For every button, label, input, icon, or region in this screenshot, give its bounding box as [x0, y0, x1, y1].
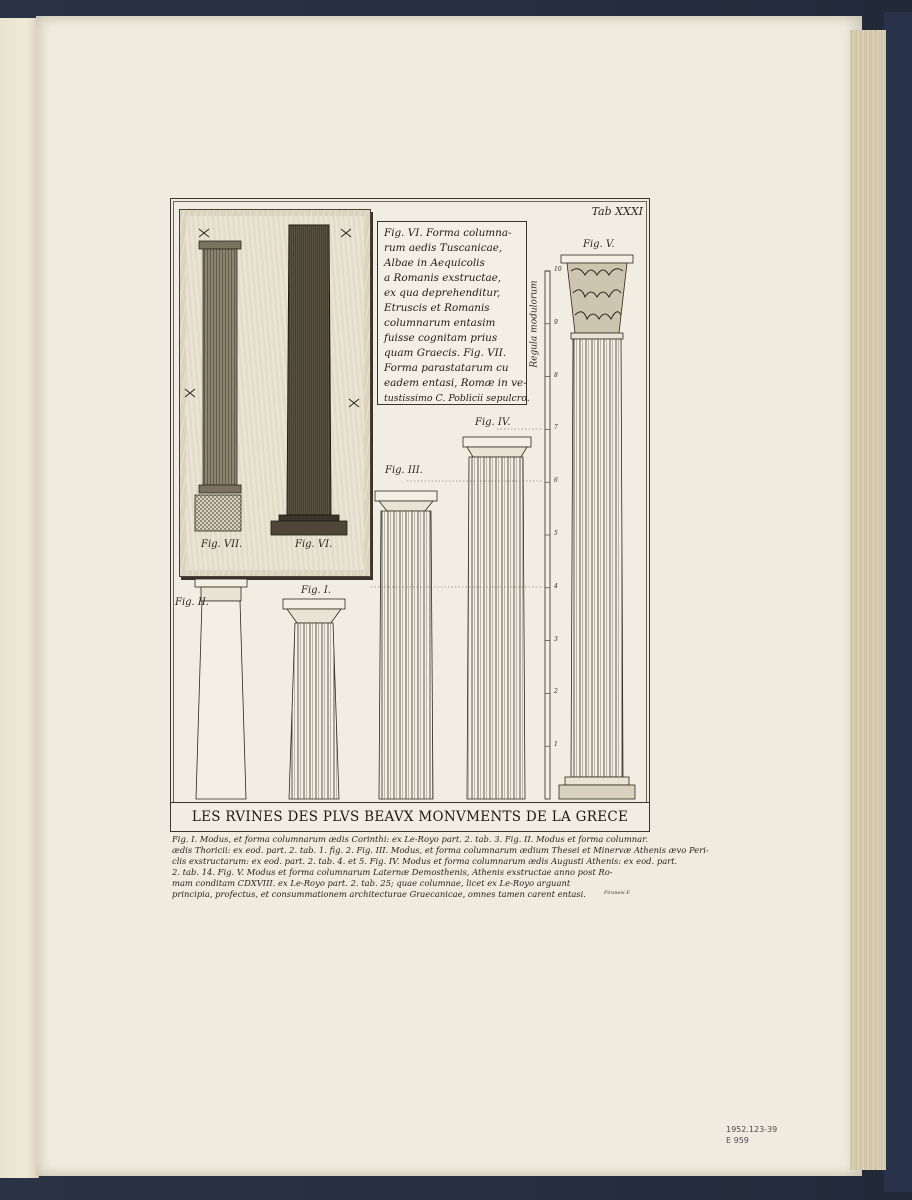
- scale-tick-label: 10: [554, 266, 562, 273]
- page-stack-edges: [850, 30, 888, 1170]
- fig5-label: Fig. V.: [583, 239, 615, 250]
- text-line: Fig. VI. Forma columna-: [384, 227, 512, 239]
- caption-line: clis exstructarum: ex eod. part. 2. tab. 4. et 5. Fig. IV. Modus et forma columnarum ædis Augusti Athenis: ex eod. part.: [172, 856, 678, 866]
- text-line: Albae in Aequicolis: [384, 257, 485, 269]
- scale-tick-label: 3: [554, 635, 558, 643]
- fig1-column: [283, 599, 345, 799]
- text-line: eadem entasi, Romæ in ve-: [384, 377, 527, 389]
- accession-number: [726, 1124, 777, 1146]
- text-line: Etruscis et Romanis: [384, 302, 490, 314]
- fig4-label: Fig. IV.: [475, 417, 511, 428]
- text-line: Forma parastatarum cu: [384, 362, 509, 374]
- engraver-signature: Piranesi F.: [604, 890, 631, 896]
- fig2-column: [195, 579, 247, 799]
- fig7-pilaster: [195, 241, 241, 531]
- fig6-column: [271, 225, 347, 535]
- scale-tick-label: 9: [554, 318, 558, 326]
- scale-tick-label: 8: [554, 371, 558, 379]
- text-line: quam Graecis. Fig. VII.: [384, 347, 507, 359]
- fig6-label: Fig. VI.: [295, 539, 333, 550]
- scale-tick-label: 7: [554, 424, 558, 432]
- text-line: ex qua deprehenditur,: [384, 287, 501, 299]
- scale-tick-label: 4: [554, 582, 558, 590]
- caption-line: ædis Thoricii: ex eod. part. 2. tab. 1. fig. 2. Fig. III. Modus, et forma columnarum ædium Thesei et Minervæ Athenis ævo Peri-: [172, 845, 709, 855]
- fig3-label: Fig. III.: [385, 465, 423, 476]
- text-line: a Romanis exstructae,: [384, 272, 502, 284]
- fig2-label: Fig. II.: [175, 597, 209, 608]
- plate-number: Tab XXXI: [591, 205, 643, 218]
- text-line: rum aedis Tuscanicae,: [384, 242, 503, 254]
- engraved-plate: [170, 198, 650, 832]
- fig3-column: [375, 491, 437, 799]
- caption-line: mam conditam CDXVIII. ex Le-Royo part. 2. tab. 25; quae columnae, licet ex Le-Royo arguant: [172, 878, 571, 888]
- fig4-column: [463, 437, 531, 799]
- text-line: fuisse cognitam prius: [384, 332, 498, 344]
- caption-line: principia, profectus, et consummationem architecturae Graecanicae, omnes tamen carent entasi.: [172, 889, 586, 899]
- text-line: tustissimo C. Poblicii sepulcro.: [384, 393, 530, 404]
- accession-line-1: 1952.123-39: [726, 1125, 778, 1134]
- plate-caption: [172, 834, 709, 900]
- scale-tick-label: 2: [554, 688, 558, 696]
- scale-tick-label: 5: [554, 530, 558, 537]
- text-line: columnarum entasim: [384, 317, 496, 329]
- plate-title: LES RVINES DES PLVS BEAVX MONVMENTS DE LA GRECE: [171, 802, 649, 831]
- caption-line: Fig. I. Modus, et forma columnarum ædis Corinthi: ex Le-Royo part. 2. tab. 3. Fig. II. Modus et forma columnar.: [172, 834, 648, 844]
- module-scale-ruler: [545, 271, 550, 799]
- caption-line: 2. tab. 14. Fig. V. Modus et forma columnarum Laternæ Demosthenis, Athenis exstructae anno post Ro-: [172, 867, 613, 877]
- fig7-label: Fig. VII.: [201, 539, 243, 550]
- scale-tick-label: 1: [554, 741, 558, 749]
- scale-label: Regula modulorum: [529, 280, 540, 368]
- fig6-fig7-description: [377, 221, 530, 405]
- book-cover-edge: [884, 12, 912, 1192]
- fig5-corinthian-column: [559, 255, 635, 799]
- fig1-label: Fig. I.: [301, 585, 332, 596]
- scale-tick-label: 6: [554, 477, 558, 485]
- left-page-edge: [0, 18, 39, 1178]
- accession-line-2: E 959: [726, 1136, 749, 1145]
